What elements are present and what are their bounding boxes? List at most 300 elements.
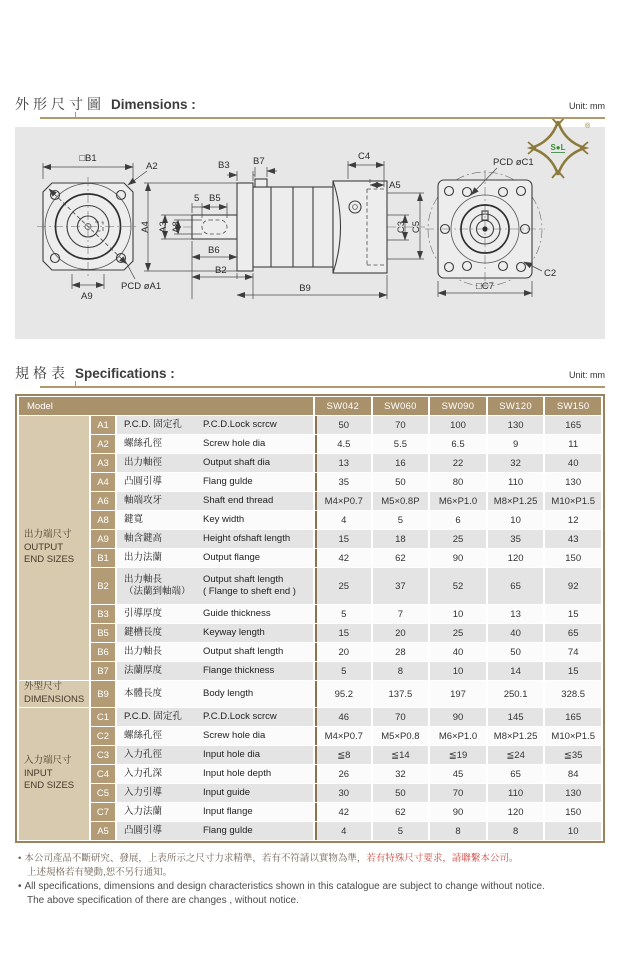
row-name [117, 681, 313, 707]
row-name [117, 708, 313, 726]
en-line: Keyway length [203, 627, 265, 639]
registered-mark: ® [585, 123, 591, 130]
value-cell: 8 [488, 822, 544, 840]
value-cell: M6×P1.0 [430, 492, 486, 510]
dim-label-a5: A5 [389, 180, 401, 191]
value-cell: 42 [315, 549, 371, 567]
spec-table [17, 396, 603, 841]
row-name [117, 568, 313, 604]
model-header-cell: Model [19, 397, 313, 415]
value-cell: 14 [488, 662, 544, 680]
dim-label-b7: B7 [253, 156, 265, 167]
value-cell: 50 [315, 416, 371, 434]
value-cell: 150 [545, 803, 601, 821]
dim-label-c3: C3 [396, 220, 407, 234]
value-cell: 65 [545, 624, 601, 642]
zh-line: 入力孔徑 [124, 749, 163, 761]
value-cell: 100 [430, 416, 486, 434]
value-cell: ≦35 [545, 746, 601, 764]
value-cell: 40 [488, 624, 544, 642]
value-cell: M10×P1.5 [545, 492, 601, 510]
row-name-inner [117, 665, 313, 677]
spec-row-c1 [19, 708, 601, 726]
row-name-inner [117, 476, 313, 488]
dim-label-b1: □B1 [79, 153, 97, 164]
value-cell: 328.5 [545, 681, 601, 707]
dim-label-c5: C5 [411, 220, 422, 234]
value-cell: 62 [373, 549, 429, 567]
row-name [117, 624, 313, 642]
row-name [117, 416, 313, 434]
row-name-en [201, 574, 313, 598]
value-cell: 28 [373, 643, 429, 661]
dimension-drawing [15, 127, 605, 339]
value-cell: 7 [373, 605, 429, 623]
row-name-inner [117, 749, 313, 761]
row-code: A4 [91, 473, 115, 491]
zh-line: 軸端攻牙 [124, 495, 163, 507]
bullet-icon: • [18, 880, 22, 892]
value-cell: 65 [488, 765, 544, 783]
footnote-zh-line1 [18, 852, 605, 866]
value-cell: 25 [430, 624, 486, 642]
row-name-inner [117, 457, 313, 469]
value-cell: 90 [430, 549, 486, 567]
en-line: Input hole dia [203, 749, 261, 761]
dim-label-c4: C4 [358, 151, 371, 162]
row-name-zh [117, 711, 201, 723]
zh-line2: （法蘭到軸端） [124, 586, 191, 597]
value-cell: 165 [545, 416, 601, 434]
spec-row-b9 [19, 681, 601, 707]
row-name-zh [117, 608, 201, 620]
footnote-zh-normal: 本公司產品不斷研究、發展，上表所示之尺寸力求精準，若有不符請以實物為準， [24, 853, 367, 864]
value-cell: 15 [545, 605, 601, 623]
value-cell: 4 [315, 822, 371, 840]
value-cell: 5 [315, 662, 371, 680]
row-name-zh [117, 476, 201, 488]
value-cell: 95.2 [315, 681, 371, 707]
row-name [117, 803, 313, 821]
dim-label-c7: □C7 [476, 281, 494, 292]
logo-mark-text: S●L [550, 143, 566, 152]
row-name-en [201, 711, 313, 723]
footnote-zh-red: 若有特殊尺寸要求，請聯繫本公司。 [366, 853, 519, 864]
zh-line: 螺絲孔徑 [124, 730, 163, 742]
value-cell: 10 [430, 662, 486, 680]
row-name-zh [117, 438, 201, 450]
spec-row-b5 [19, 624, 601, 642]
spec-row-b6 [19, 643, 601, 661]
column-header-sw150: SW150 [545, 397, 601, 415]
specifications-heading [15, 363, 605, 383]
row-code: C1 [91, 708, 115, 726]
en-line: P.C.D.Lock scrcw [203, 419, 277, 431]
value-cell: 42 [315, 803, 371, 821]
row-code: C4 [91, 765, 115, 783]
zh-line: 入力法蘭 [124, 806, 163, 818]
group-line: DIMENSIONS [24, 694, 85, 705]
row-name [117, 765, 313, 783]
column-header-sw042: SW042 [315, 397, 371, 415]
spec-table-body [19, 397, 601, 840]
spec-row-b1 [19, 549, 601, 567]
value-cell: 197 [430, 681, 486, 707]
row-code: A5 [91, 822, 115, 840]
spec-row-c7 [19, 803, 601, 821]
dimensions-title-en: Dimensions : [111, 97, 196, 112]
value-cell: 10 [430, 605, 486, 623]
value-cell: 9 [488, 435, 544, 453]
group-line: 出力端尺寸 [24, 528, 72, 540]
dim-label-a9: A9 [81, 291, 93, 302]
value-cell: 13 [488, 605, 544, 623]
row-name [117, 727, 313, 745]
en-line: Shaft end thread [203, 495, 274, 507]
value-cell: 46 [315, 708, 371, 726]
row-name-inner [117, 806, 313, 818]
spec-row-a5 [19, 822, 601, 840]
value-cell: 70 [373, 708, 429, 726]
row-name-zh [117, 419, 201, 431]
row-name-en [201, 552, 313, 564]
spec-table-wrap [15, 394, 605, 843]
zh-line: 鍵寬 [124, 514, 144, 526]
zh-line: 出力軸長 [124, 646, 163, 658]
value-cell: 5 [373, 822, 429, 840]
value-cell: 26 [315, 765, 371, 783]
footnote-en-line2: The above specification of there are changes , without notice. [27, 895, 299, 907]
value-cell: 90 [430, 708, 486, 726]
row-name [117, 822, 313, 840]
value-cell: M8×P1.25 [488, 727, 544, 745]
row-name-zh [117, 457, 201, 469]
dim-label-a3: A3 [158, 221, 169, 233]
row-name-zh [117, 627, 201, 639]
row-name-en [201, 730, 313, 742]
spec-row-a8 [19, 511, 601, 529]
row-name-zh [117, 768, 201, 780]
value-cell: 92 [545, 568, 601, 604]
row-code: B2 [91, 568, 115, 604]
row-name-inner [117, 627, 313, 639]
value-cell: 10 [488, 511, 544, 529]
row-name-zh [117, 495, 201, 507]
value-cell: 120 [488, 549, 544, 567]
row-name-en [201, 768, 313, 780]
row-code: C5 [91, 784, 115, 802]
dimensions-title-zh: 外形尺寸圖 [15, 96, 105, 112]
row-name-inner [117, 552, 313, 564]
value-cell: 6 [430, 511, 486, 529]
dim-label-b6: B6 [208, 245, 220, 256]
spec-row-c2 [19, 727, 601, 745]
spec-row-c4 [19, 765, 601, 783]
en-line: Flang gulde [203, 825, 253, 837]
value-cell: 40 [430, 643, 486, 661]
group-line: END SIZES [24, 554, 75, 566]
dim-label-a4: A4 [140, 221, 151, 233]
bullet-icon: • [18, 853, 22, 864]
row-name-zh [117, 787, 201, 799]
brand-logo [526, 116, 592, 182]
row-name [117, 492, 313, 510]
group-line: INPUT [24, 767, 53, 779]
zh-line: 凸圓引導 [124, 825, 163, 837]
value-cell: 20 [373, 624, 429, 642]
value-cell: 15 [315, 530, 371, 548]
zh-line: 本體長度 [124, 688, 163, 700]
row-name-en [201, 688, 313, 700]
value-cell: 13 [315, 454, 371, 472]
row-name-inner [117, 825, 313, 837]
zh-line: 入力孔深 [124, 768, 163, 780]
value-cell: 62 [373, 803, 429, 821]
row-code: A3 [91, 454, 115, 472]
value-cell: ≦14 [373, 746, 429, 764]
spec-row-b7 [19, 662, 601, 680]
spec-row-a9 [19, 530, 601, 548]
row-name-zh [117, 646, 201, 658]
row-code: B5 [91, 624, 115, 642]
zh-line: 鍵槽長度 [124, 627, 163, 639]
rule-tick [75, 112, 76, 117]
en-line: Input hole depth [203, 768, 272, 780]
group-line: END SIZES [24, 780, 75, 792]
zh-line: 出力法蘭 [124, 552, 163, 564]
row-code: B6 [91, 643, 115, 661]
value-cell: 80 [430, 473, 486, 491]
value-cell: ≦19 [430, 746, 486, 764]
value-cell: 37 [373, 568, 429, 604]
en-line: Flang gulde [203, 476, 253, 488]
value-cell: 43 [545, 530, 601, 548]
row-name-en [201, 438, 313, 450]
value-cell: 11 [545, 435, 601, 453]
value-cell: 32 [488, 454, 544, 472]
spec-row-b3 [19, 605, 601, 623]
rule-tick [75, 381, 76, 386]
row-name-inner [117, 768, 313, 780]
value-cell: 12 [545, 511, 601, 529]
row-name-en [201, 806, 313, 818]
row-name-en [201, 514, 313, 526]
en-line: Screw hole dia [203, 438, 266, 450]
dim-label-pcd-a1: PCD øA1 [121, 281, 162, 292]
dim-label-pcd-c1: PCD øC1 [493, 157, 534, 168]
row-name-inner [117, 495, 313, 507]
row-name-en [201, 457, 313, 469]
dim-label-b2: B2 [215, 265, 227, 276]
value-cell: 22 [430, 454, 486, 472]
row-name-en [201, 419, 313, 431]
row-code: A6 [91, 492, 115, 510]
spec-row-c3 [19, 746, 601, 764]
row-code: C2 [91, 727, 115, 745]
row-name [117, 511, 313, 529]
spec-row-b2 [19, 568, 601, 604]
row-name-inner [117, 533, 313, 545]
row-name [117, 530, 313, 548]
dim-label-b5: B5 [209, 193, 221, 204]
row-code: B9 [91, 681, 115, 707]
row-name-en [201, 646, 313, 658]
row-name-en [201, 608, 313, 620]
row-name-inner [117, 574, 313, 598]
row-name [117, 473, 313, 491]
row-name-zh [117, 806, 201, 818]
row-name-inner [117, 438, 313, 450]
row-group-label [19, 416, 89, 680]
value-cell: 65 [488, 568, 544, 604]
row-name-en [201, 749, 313, 761]
row-code: A1 [91, 416, 115, 434]
row-name-inner [117, 514, 313, 526]
value-cell: 74 [545, 643, 601, 661]
en-line: Output shaft length [203, 646, 284, 658]
value-cell: 84 [545, 765, 601, 783]
dim-label-a2: A2 [146, 161, 158, 172]
spec-row-a2 [19, 435, 601, 453]
row-name [117, 662, 313, 680]
value-cell: 5 [315, 605, 371, 623]
column-header-sw120: SW120 [488, 397, 544, 415]
en-line: Key width [203, 514, 245, 526]
row-code: A9 [91, 530, 115, 548]
row-name-en [201, 787, 313, 799]
group-line: 入力端尺寸 [24, 754, 72, 766]
value-cell: 150 [545, 549, 601, 567]
zh-line: P.C.D. 固定孔 [124, 711, 182, 723]
dim-label-5: 5 [194, 193, 200, 204]
value-cell: M8×P1.25 [488, 492, 544, 510]
row-name-en [201, 627, 313, 639]
row-name [117, 784, 313, 802]
value-cell: 18 [373, 530, 429, 548]
en-line: Screw hole dia [203, 730, 266, 742]
value-cell: 90 [430, 803, 486, 821]
dimension-drawing-panel [15, 127, 605, 339]
value-cell: 4.5 [315, 435, 371, 453]
zh-line: 軸含鍵高 [124, 533, 163, 545]
specifications-heading-rule [40, 386, 605, 388]
row-name [117, 454, 313, 472]
value-cell: 15 [315, 624, 371, 642]
row-name-en [201, 665, 313, 677]
catalog-page [0, 94, 620, 976]
value-cell: 5.5 [373, 435, 429, 453]
value-cell: ≦8 [315, 746, 371, 764]
row-name [117, 643, 313, 661]
value-cell: 145 [488, 708, 544, 726]
zh-line: 出力軸長 [124, 574, 163, 586]
row-code: A2 [91, 435, 115, 453]
value-cell: 70 [373, 416, 429, 434]
en-line: Output shaft dia [203, 457, 271, 469]
value-cell: 30 [315, 784, 371, 802]
value-cell: 35 [488, 530, 544, 548]
row-name-inner [117, 419, 313, 431]
row-group-label [19, 681, 89, 707]
value-cell: 130 [545, 784, 601, 802]
row-code: B1 [91, 549, 115, 567]
row-code: C3 [91, 746, 115, 764]
en-line2: ( Flange to sheft end ) [203, 586, 296, 597]
spec-row-a1 [19, 416, 601, 434]
row-name-zh [117, 749, 201, 761]
value-cell: 8 [430, 822, 486, 840]
dim-label-b3: B3 [218, 160, 230, 171]
value-cell: 8 [373, 662, 429, 680]
en-line: Body length [203, 688, 254, 700]
value-cell: 50 [373, 784, 429, 802]
spec-table-header-row [19, 397, 601, 415]
specifications-title-zh: 規格表 [15, 365, 69, 381]
row-name-en [201, 476, 313, 488]
row-code: B7 [91, 662, 115, 680]
footnotes [18, 852, 605, 909]
zh-line: 凸圓引導 [124, 476, 163, 488]
value-cell: 10 [545, 822, 601, 840]
dim-label-c2: C2 [544, 268, 557, 279]
value-cell: 165 [545, 708, 601, 726]
value-cell: 130 [488, 416, 544, 434]
value-cell: 6.5 [430, 435, 486, 453]
value-cell: 45 [430, 765, 486, 783]
footnote-zh-line2: 上述規格若有變動,恕不另行通知。 [27, 866, 173, 878]
value-cell: 40 [545, 454, 601, 472]
row-name-inner [117, 787, 313, 799]
footnote-en-text1: All specifications, dimensions and design characteristics shown in this catalogue are subject to change without notice. [24, 880, 545, 892]
zh-line: 螺絲孔徑 [124, 438, 163, 450]
value-cell: 32 [373, 765, 429, 783]
value-cell: M4×P0.7 [315, 492, 371, 510]
dimensions-unit-label: Unit: mm [569, 101, 605, 111]
spec-row-a3 [19, 454, 601, 472]
en-line: P.C.D.Lock scrcw [203, 711, 277, 723]
column-header-sw060: SW060 [373, 397, 429, 415]
row-name-en [201, 825, 313, 837]
en-line: Output flange [203, 552, 261, 564]
spec-row-a6 [19, 492, 601, 510]
zh-line: 出力軸徑 [124, 457, 163, 469]
row-name-zh [117, 574, 201, 598]
row-name [117, 435, 313, 453]
row-group-label [19, 708, 89, 840]
value-cell: 120 [488, 803, 544, 821]
value-cell: 70 [430, 784, 486, 802]
footnote-en-line1 [18, 880, 605, 895]
en-line: Input guide [203, 787, 251, 799]
value-cell: 4 [315, 511, 371, 529]
value-cell: 20 [315, 643, 371, 661]
en-line: Input flange [203, 806, 253, 818]
value-cell: 5 [373, 511, 429, 529]
dimensions-heading-rule [40, 117, 605, 119]
en-line: Output shaft length [203, 574, 284, 586]
value-cell: 137.5 [373, 681, 429, 707]
spec-row-a4 [19, 473, 601, 491]
specifications-unit-label: Unit: mm [569, 370, 605, 380]
row-name-zh [117, 825, 201, 837]
spec-row-c5 [19, 784, 601, 802]
dim-label-a8: A8 [171, 221, 182, 233]
specifications-title-en: Specifications : [75, 366, 175, 381]
row-name-zh [117, 665, 201, 677]
en-line: Flange thickness [203, 665, 275, 677]
row-name-inner [117, 711, 313, 723]
value-cell: 250.1 [488, 681, 544, 707]
